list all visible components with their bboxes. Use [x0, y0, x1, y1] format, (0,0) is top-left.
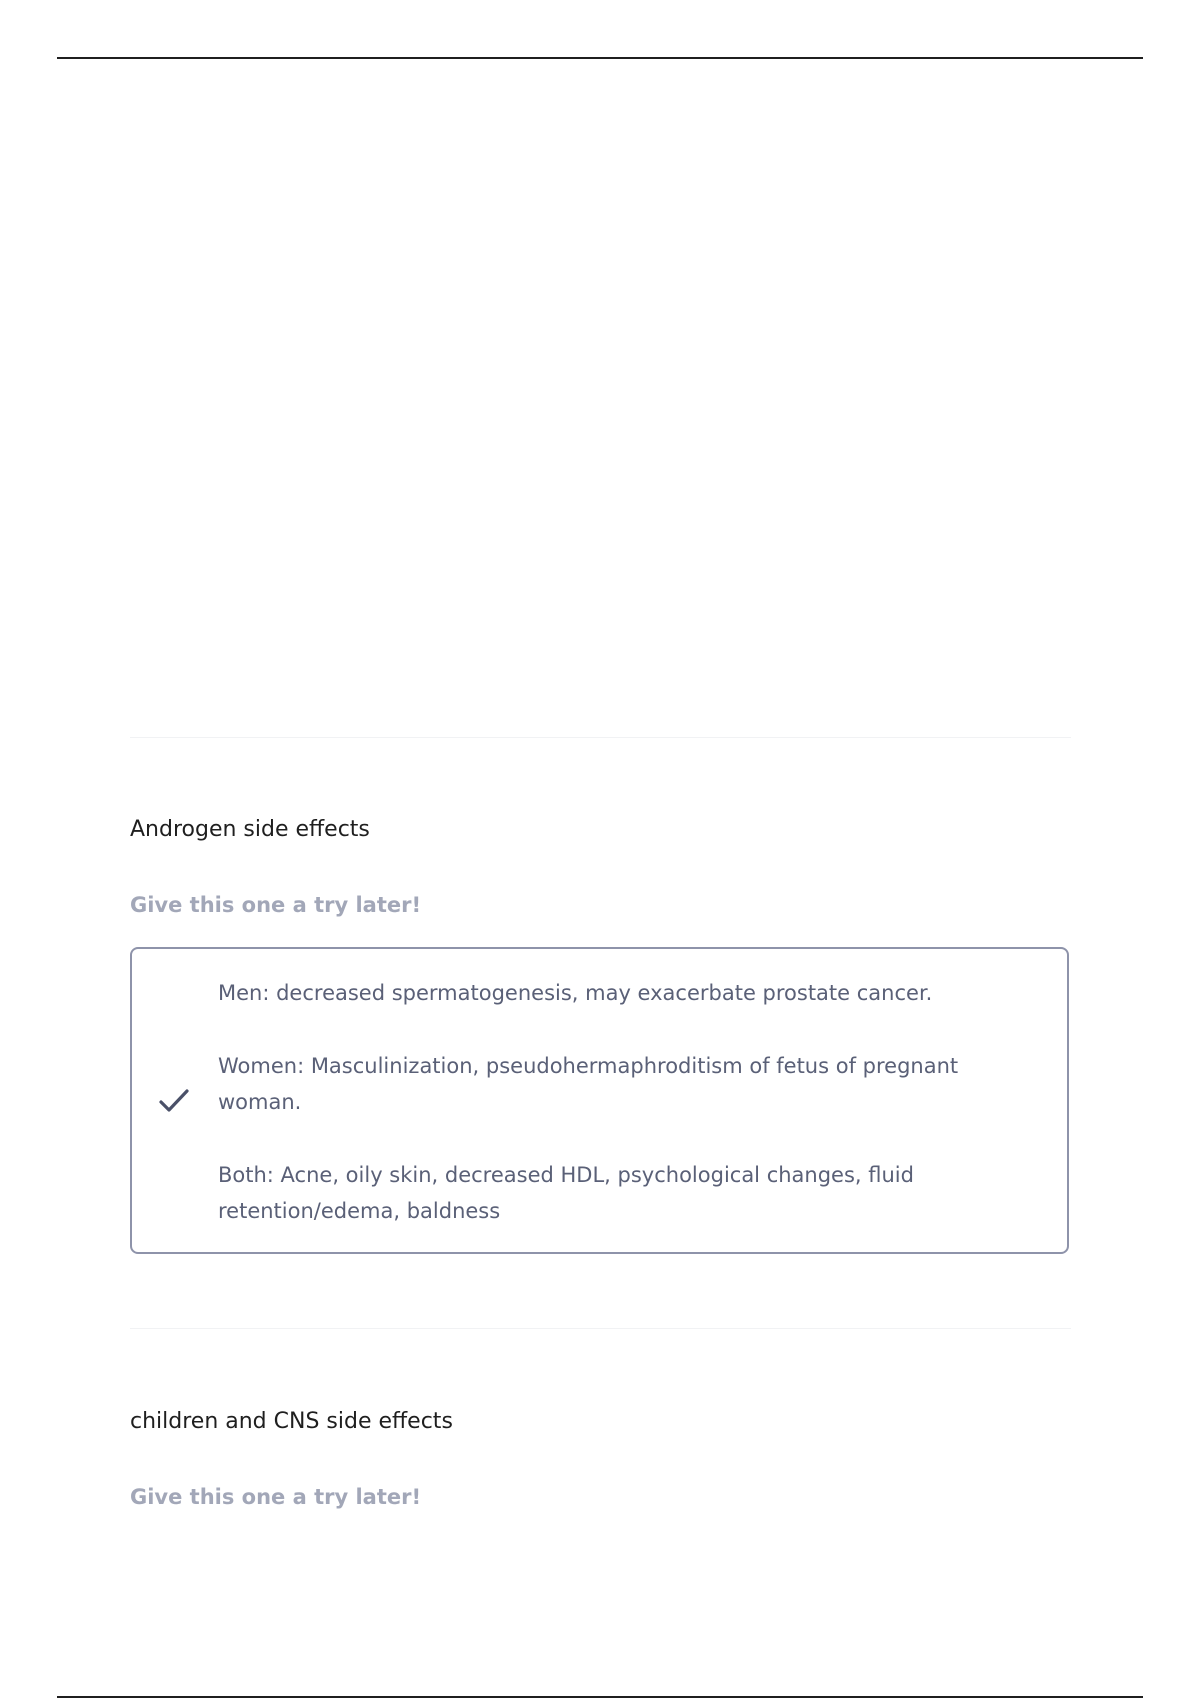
answer-box[interactable]: [130, 947, 1069, 1254]
checkmark-icon: [158, 1087, 190, 1115]
page-bottom-rule: [57, 1696, 1143, 1698]
card-status: Give this one a try later!: [130, 893, 422, 917]
card-status: Give this one a try later!: [130, 1485, 422, 1509]
card-divider: [130, 737, 1071, 738]
page-top-rule: [57, 57, 1143, 59]
card-divider: [130, 1328, 1071, 1329]
card-term: children and CNS side effects: [130, 1409, 453, 1434]
answer-paragraph-women: Women: Masculinization, pseudohermaphroditism of fetus of pregnant woman.: [218, 1054, 959, 1114]
answer-text: [218, 975, 1018, 1229]
card-term: Androgen side effects: [130, 817, 370, 842]
answer-paragraph-men: Men: decreased spermatogenesis, may exacerbate prostate cancer.: [218, 981, 933, 1005]
answer-paragraph-both: Both: Acne, oily skin, decreased HDL, psychological changes, fluid retention/edema, baldness: [218, 1163, 914, 1223]
